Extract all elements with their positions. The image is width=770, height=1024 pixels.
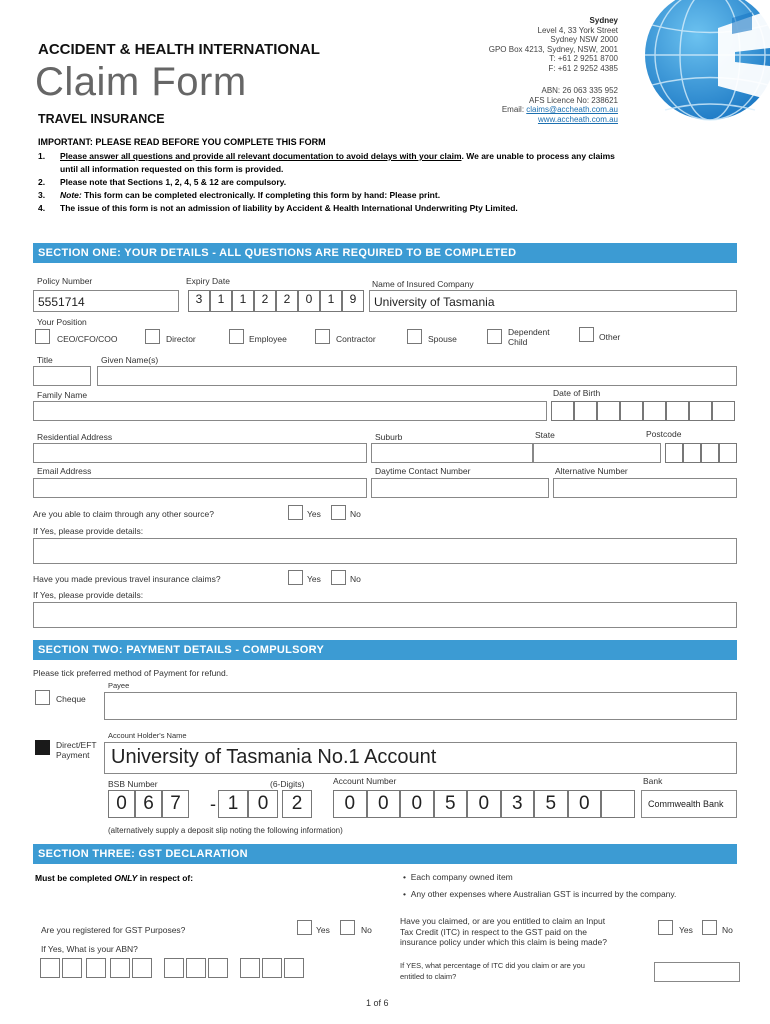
bsb-digit-cell[interactable]: 7 bbox=[162, 790, 189, 818]
postcode-label: Postcode bbox=[646, 429, 682, 439]
policy-number-label: Policy Number bbox=[37, 276, 93, 286]
address-phone: T: +61 2 9251 8700 bbox=[549, 54, 618, 63]
itc-yes-label: Yes bbox=[679, 925, 693, 935]
must-complete-text: Must be completed ONLY in respect of: bbox=[35, 873, 194, 883]
account-holder-field[interactable] bbox=[104, 742, 737, 774]
position-other-checkbox[interactable] bbox=[579, 327, 594, 342]
previous-claims-question: Have you made previous travel insurance claims? bbox=[33, 574, 221, 584]
previous-claims-no-checkbox[interactable] bbox=[331, 570, 346, 585]
alt-number-field[interactable] bbox=[553, 478, 737, 498]
deposit-slip-note: (alternatively supply a deposit slip noting the following information) bbox=[108, 826, 343, 835]
state-label: State bbox=[535, 430, 555, 440]
dob-digit-cell[interactable] bbox=[689, 401, 712, 421]
other-source-no-label: No bbox=[350, 509, 361, 519]
bsb-digit-cell[interactable]: 6 bbox=[135, 790, 162, 818]
expiry-digit-cell[interactable]: 2 bbox=[254, 290, 276, 312]
account-digit-cell[interactable]: 0 bbox=[400, 790, 434, 818]
address-city: Sydney bbox=[589, 16, 618, 25]
previous-claims-details-field[interactable] bbox=[33, 602, 737, 628]
section-one-header: SECTION ONE: YOUR DETAILS - ALL QUESTIONS ARE REQUIRED TO BE COMPLETED bbox=[33, 243, 737, 263]
suburb-label: Suburb bbox=[375, 432, 403, 442]
title-label: Title bbox=[37, 355, 53, 365]
form-subtitle: TRAVEL INSURANCE bbox=[38, 112, 165, 126]
email-label: Email: bbox=[501, 105, 525, 114]
itc-question: Have you claimed, or are you entitled to claim an Input Tax Credit (ITC) in respect to the GST paid on the insurance policy under which this claim is being made? bbox=[400, 916, 607, 947]
form-title: Claim Form bbox=[35, 60, 247, 104]
payee-field[interactable] bbox=[104, 692, 737, 720]
gst-yes-checkbox[interactable] bbox=[297, 920, 312, 935]
abn-text: ABN: 26 063 335 952 bbox=[541, 86, 618, 95]
itc-no-checkbox[interactable] bbox=[702, 920, 717, 935]
postcode-digit-cell[interactable] bbox=[665, 443, 683, 463]
postcode-digit-cell[interactable] bbox=[719, 443, 737, 463]
position-dependent-label: Dependent Child bbox=[508, 327, 550, 347]
gst-yes-label: Yes bbox=[316, 925, 330, 935]
abn-digit-cell[interactable] bbox=[110, 958, 130, 978]
abn-digit-cell[interactable] bbox=[164, 958, 184, 978]
given-names-label: Given Name(s) bbox=[101, 355, 159, 365]
company-details bbox=[502, 86, 618, 124]
itc-percentage-field[interactable] bbox=[654, 962, 740, 982]
bsb-digit-cell[interactable]: 1 bbox=[218, 790, 248, 818]
abn-digit-cell[interactable] bbox=[208, 958, 228, 978]
dob-digit-cell[interactable] bbox=[643, 401, 666, 421]
account-digit-cell[interactable]: 3 bbox=[501, 790, 535, 818]
expiry-digit-cell[interactable]: 1 bbox=[232, 290, 254, 312]
account-digit-cell[interactable]: 5 bbox=[534, 790, 568, 818]
abn-question: If Yes, What is your ABN? bbox=[41, 944, 138, 954]
insured-company-label: Name of Insured Company bbox=[372, 279, 474, 289]
other-source-yes-label: Yes bbox=[307, 509, 321, 519]
position-employee-label: Employee bbox=[249, 334, 287, 344]
abn-digit-cell[interactable] bbox=[132, 958, 152, 978]
important-item-3: 3. Note: This form can be completed electronically. If completing this form by hand: Please print. bbox=[38, 190, 441, 200]
bank-label: Bank bbox=[643, 776, 663, 786]
dob-digit-cell[interactable] bbox=[597, 401, 620, 421]
expiry-digit-cell[interactable]: 1 bbox=[320, 290, 342, 312]
residential-address-label: Residential Address bbox=[37, 432, 113, 442]
payee-label: Payee bbox=[108, 681, 130, 690]
title-field[interactable] bbox=[33, 366, 91, 386]
account-holder-value: University of Tasmania No.1 Account bbox=[111, 746, 437, 768]
account-digit-cell[interactable]: 0 bbox=[367, 790, 401, 818]
itc-yes-checkbox[interactable] bbox=[658, 920, 673, 935]
bsb-digit-cell[interactable]: 0 bbox=[108, 790, 135, 818]
gst-no-label: No bbox=[361, 925, 372, 935]
position-dependent-checkbox[interactable] bbox=[487, 329, 502, 344]
policy-number-field[interactable] bbox=[33, 290, 179, 312]
website-link[interactable]: www.accheath.com.au bbox=[537, 114, 618, 124]
expiry-digit-cell[interactable]: 2 bbox=[276, 290, 298, 312]
bsb-digits-label: (6-Digits) bbox=[270, 779, 305, 789]
gst-no-checkbox[interactable] bbox=[340, 920, 355, 935]
insured-company-field[interactable] bbox=[369, 290, 737, 312]
postcode-digit-cell[interactable] bbox=[683, 443, 701, 463]
other-source-details-label: If Yes, please provide details: bbox=[33, 526, 144, 536]
abn-digit-cell[interactable] bbox=[186, 958, 206, 978]
abn-digit-cell[interactable] bbox=[62, 958, 82, 978]
important-item-2: 2. Please note that Sections 1, 2, 4, 5 & 12 are compulsory. bbox=[38, 177, 287, 187]
address-line1: Level 4, 33 York Street bbox=[537, 25, 618, 35]
position-director-label: Director bbox=[166, 334, 196, 344]
afs-text: AFS Licence No: 238621 bbox=[529, 95, 618, 105]
other-source-details-field[interactable] bbox=[33, 538, 737, 564]
expiry-digit-cell[interactable]: 1 bbox=[210, 290, 232, 312]
other-source-no-checkbox[interactable] bbox=[331, 505, 346, 520]
address-line2: Sydney NSW 2000 bbox=[550, 35, 618, 44]
account-holder-label: Account Holder's Name bbox=[108, 731, 187, 740]
family-name-field[interactable] bbox=[33, 401, 547, 421]
position-director-checkbox[interactable] bbox=[145, 329, 160, 344]
bsb-digit-cell[interactable]: 0 bbox=[248, 790, 278, 818]
residential-address-field[interactable] bbox=[33, 443, 367, 463]
cheque-checkbox[interactable] bbox=[35, 690, 50, 705]
previous-claims-yes-checkbox[interactable] bbox=[288, 570, 303, 585]
abn-digit-cell[interactable] bbox=[284, 958, 304, 978]
direct-eft-label: Direct/EFT Payment bbox=[56, 740, 97, 760]
position-spouse-label: Spouse bbox=[428, 334, 457, 344]
family-name-label: Family Name bbox=[37, 390, 88, 400]
bullet-icon: • bbox=[403, 872, 411, 882]
abn-digit-cell[interactable] bbox=[240, 958, 260, 978]
expiry-digit-cell[interactable]: 3 bbox=[188, 290, 210, 312]
address-line3: GPO Box 4213, Sydney, NSW, 2001 bbox=[488, 44, 618, 54]
cheque-label: Cheque bbox=[56, 694, 86, 704]
address-fax: F: +61 2 9252 4385 bbox=[548, 63, 618, 73]
section-two-header: SECTION TWO: PAYMENT DETAILS - COMPULSORY bbox=[33, 640, 737, 660]
bsb-digit-cell[interactable]: 2 bbox=[282, 790, 312, 818]
dob-digit-cell[interactable] bbox=[551, 401, 574, 421]
daytime-contact-field[interactable] bbox=[371, 478, 549, 498]
position-contractor-checkbox[interactable] bbox=[315, 329, 330, 344]
email-address-field[interactable] bbox=[33, 478, 367, 498]
account-digit-cell[interactable]: 5 bbox=[434, 790, 468, 818]
expiry-digit-cell[interactable]: 0 bbox=[298, 290, 320, 312]
important-item-4: 4. The issue of this form is not an admission of liability by Accident & Health International Underwriting Pty Limited. bbox=[38, 203, 518, 213]
gst-registered-question: Are you registered for GST Purposes? bbox=[41, 925, 186, 935]
other-source-question: Are you able to claim through any other source? bbox=[33, 509, 214, 519]
policy-number-value: 5551714 bbox=[38, 295, 85, 309]
itc-percentage-question: If YES, what percentage of ITC did you claim or are you entitled to claim? bbox=[400, 961, 585, 981]
abn-digit-cell[interactable] bbox=[40, 958, 60, 978]
dob-digit-cell[interactable] bbox=[712, 401, 735, 421]
abn-digit-cell[interactable] bbox=[86, 958, 106, 978]
alt-number-label: Alternative Number bbox=[555, 466, 628, 476]
previous-claims-no-label: No bbox=[350, 574, 361, 584]
account-digit-cell[interactable] bbox=[601, 790, 635, 818]
office-address bbox=[489, 16, 618, 73]
expiry-date-label: Expiry Date bbox=[186, 276, 230, 286]
company-name: ACCIDENT & HEALTH INTERNATIONAL bbox=[38, 41, 320, 58]
daytime-contact-label: Daytime Contact Number bbox=[375, 466, 471, 476]
position-employee-checkbox[interactable] bbox=[229, 329, 244, 344]
important-heading: IMPORTANT: PLEASE READ BEFORE YOU COMPLETE THIS FORM bbox=[38, 137, 326, 147]
position-ceo-label: CEO/CFO/COO bbox=[57, 334, 118, 344]
account-digit-cell[interactable]: 0 bbox=[333, 790, 367, 818]
bank-value: Commwealth Bank bbox=[648, 799, 724, 809]
section-three-header: SECTION THREE: GST DECLARATION bbox=[33, 844, 737, 864]
email-link[interactable]: claims@accheath.com.au bbox=[526, 105, 618, 114]
dob-digit-cell[interactable] bbox=[666, 401, 689, 421]
position-contractor-label: Contractor bbox=[336, 334, 376, 344]
dob-digit-cell[interactable] bbox=[574, 401, 597, 421]
state-field[interactable] bbox=[533, 443, 661, 463]
bsb-dash: - bbox=[210, 794, 216, 814]
direct-eft-checkbox[interactable] bbox=[35, 740, 50, 755]
bsb-label: BSB Number bbox=[108, 779, 158, 789]
insured-company-value: University of Tasmania bbox=[374, 295, 495, 309]
other-source-yes-checkbox[interactable] bbox=[288, 505, 303, 520]
bank-field[interactable] bbox=[641, 790, 737, 818]
dob-digit-cell[interactable] bbox=[620, 401, 643, 421]
important-item-1-cont: until all information requested on this form is provided. bbox=[60, 164, 284, 174]
previous-claims-details-label: If Yes, please provide details: bbox=[33, 590, 144, 600]
account-digit-cell[interactable]: 0 bbox=[467, 790, 501, 818]
email-address-label: Email Address bbox=[37, 466, 92, 476]
page-number: 1 of 6 bbox=[366, 998, 389, 1008]
previous-claims-yes-label: Yes bbox=[307, 574, 321, 584]
gst-bullet-1: • Each company owned item bbox=[403, 872, 513, 882]
expiry-digit-cell[interactable]: 9 bbox=[342, 290, 364, 312]
position-spouse-checkbox[interactable] bbox=[407, 329, 422, 344]
postcode-digit-cell[interactable] bbox=[701, 443, 719, 463]
gst-bullet-2: • Any other expenses where Australian GST is incurred by the company. bbox=[403, 889, 677, 899]
account-digit-cell[interactable]: 0 bbox=[568, 790, 602, 818]
bullet-icon: • bbox=[403, 889, 411, 899]
account-number-label: Account Number bbox=[333, 776, 397, 786]
payment-instruction: Please tick preferred method of Payment for refund. bbox=[33, 668, 229, 678]
given-names-field[interactable] bbox=[97, 366, 737, 386]
important-item-1: 1. Please answer all questions and provide all relevant documentation to avoid delays with your claim. We are unable to process any claims bbox=[38, 151, 615, 161]
position-ceo-checkbox[interactable] bbox=[35, 329, 50, 344]
position-label: Your Position bbox=[37, 317, 87, 327]
itc-no-label: No bbox=[722, 925, 733, 935]
globe-logo-icon bbox=[640, 0, 770, 125]
abn-digit-cell[interactable] bbox=[262, 958, 282, 978]
dob-label: Date of Birth bbox=[553, 388, 601, 398]
position-other-label: Other bbox=[599, 332, 621, 342]
suburb-field[interactable] bbox=[371, 443, 533, 463]
